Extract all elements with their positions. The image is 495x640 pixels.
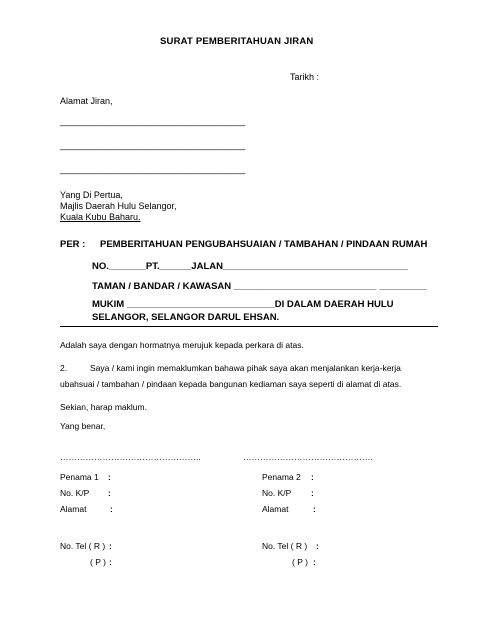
recipient-line-1: Yang Di Pertua,: [60, 190, 123, 200]
left-tel-p-label: ( P ): [90, 557, 106, 567]
right-tel-p-label: ( P ): [292, 557, 308, 567]
body-paragraph-2-line-2: ubahsuai / tambahan / pindaan kepada bangunan kediaman saya seperti di alamat di atas.: [60, 379, 402, 389]
left-tel-r-label: No. Tel ( R ): [60, 541, 106, 551]
right-tel-r-label: No. Tel ( R ): [262, 541, 308, 551]
neighbour-address-label: Alamat Jiran,: [60, 96, 113, 106]
left-ic-label: No. K/P: [60, 488, 90, 498]
left-name-label: Penama 1: [60, 472, 99, 482]
address-line-1: _____________________________________: [60, 116, 246, 126]
body-paragraph-2-line-1: Saya / kami ingin memaklumkan bahawa pihak saya akan menjalankan kerja-kerja: [90, 363, 401, 373]
body-paragraph-1: Adalah saya dengan hormatnya merujuk kepada perkara di atas.: [60, 340, 304, 350]
subject-prefix: PER :: [60, 239, 86, 250]
left-name-colon: :: [108, 472, 111, 482]
left-ic-colon: :: [108, 488, 111, 498]
subject-line-5: SELANGOR, SELANGOR DARUL EHSAN.: [92, 312, 280, 323]
left-tel-p-colon: :: [109, 557, 112, 567]
left-tel-r-colon: :: [109, 541, 112, 551]
right-ic-colon: :: [311, 488, 314, 498]
closing-line-1: Sekian, harap maklum.: [60, 402, 147, 412]
divider-line: [60, 326, 438, 327]
left-address-label: Alamat: [60, 504, 87, 514]
signature-dots-left: …………………………………………..: [60, 452, 201, 462]
signature-dots-right: ……………………………………….: [243, 452, 373, 462]
recipient-line-2: Majlis Daerah Hulu Selangor,: [60, 201, 177, 211]
address-line-3: _____________________________________: [60, 164, 246, 174]
right-address-label: Alamat: [262, 504, 289, 514]
subject-line-4: MUKIM ____________________________DI DALAM DAERAH HULU: [92, 299, 394, 310]
subject-line-2: NO._______PT.______JALAN___________________________________: [92, 261, 408, 272]
right-tel-p-colon: :: [313, 557, 316, 567]
right-name-label: Penama 2: [262, 472, 301, 482]
right-address-colon: :: [313, 504, 316, 514]
letter-title: SURAT PEMBERITAHUAN JIRAN: [160, 36, 314, 47]
subject-line-1: PEMBERITAHUAN PENGUBAHSUAIAN / TAMBAHAN / PINDAAN RUMAH: [100, 239, 428, 250]
subject-line-3: TAMAN / BANDAR / KAWASAN ___________________________ _________: [92, 281, 427, 292]
left-address-colon: :: [110, 504, 113, 514]
right-name-colon: :: [311, 472, 314, 482]
recipient-line-3: Kuala Kubu Baharu.: [60, 212, 141, 222]
right-tel-r-colon: :: [316, 541, 319, 551]
paragraph-number: 2.: [60, 363, 68, 373]
closing-line-2: Yang benar,: [60, 421, 106, 431]
date-label: Tarikh :: [290, 72, 320, 82]
right-ic-label: No. K/P: [262, 488, 292, 498]
address-line-2: _____________________________________: [60, 140, 246, 150]
